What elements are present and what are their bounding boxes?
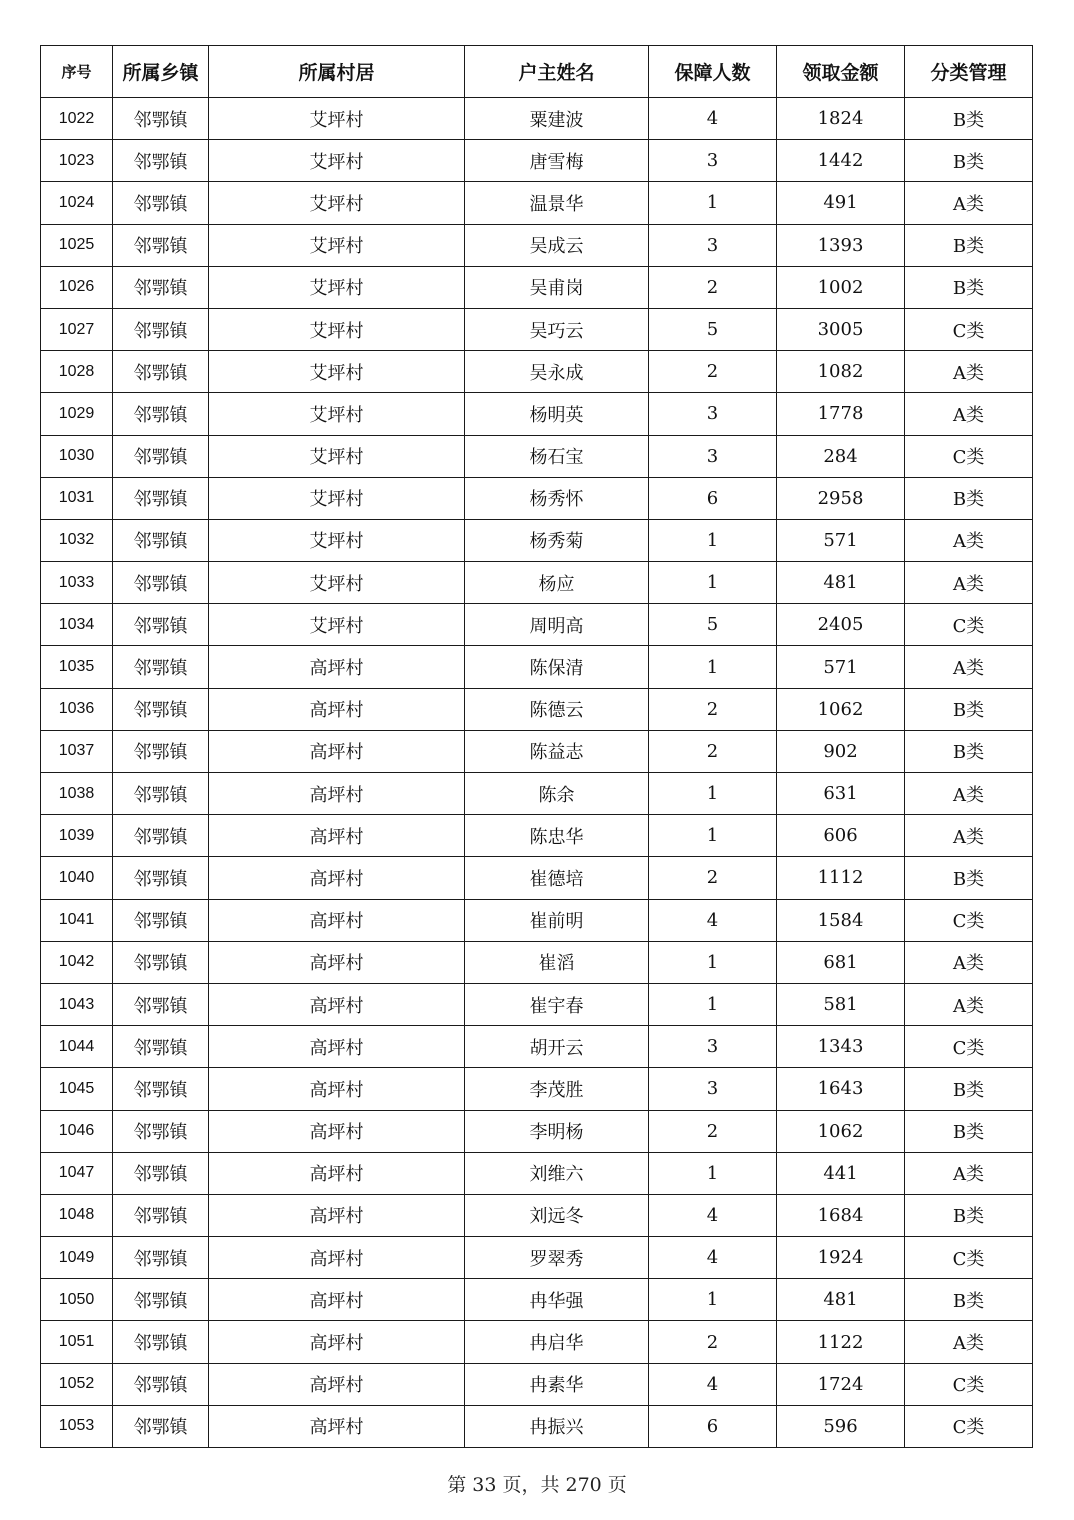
village-cell: 艾坪村	[209, 351, 465, 393]
householder-name-cell: 崔前明	[465, 899, 649, 941]
township-cell: 邻鄂镇	[113, 899, 209, 941]
village-cell: 艾坪村	[209, 393, 465, 435]
category-cell: B类	[905, 1068, 1033, 1110]
category-cell: B类	[905, 688, 1033, 730]
header-amount-received: 领取金额	[777, 46, 905, 98]
category-cell: C类	[905, 604, 1033, 646]
township-cell: 邻鄂镇	[113, 1152, 209, 1194]
serial-number-cell: 1046	[41, 1110, 113, 1152]
serial-number-cell: 1039	[41, 815, 113, 857]
amount-cell: 681	[777, 941, 905, 983]
covered-people-cell: 5	[649, 604, 777, 646]
village-cell: 高坪村	[209, 1363, 465, 1405]
table-row	[41, 815, 1033, 857]
village-cell: 艾坪村	[209, 182, 465, 224]
table-row	[41, 308, 1033, 350]
covered-people-cell: 1	[649, 773, 777, 815]
table-row	[41, 1363, 1033, 1405]
category-cell: B类	[905, 98, 1033, 140]
covered-people-cell: 1	[649, 983, 777, 1025]
householder-name-cell: 粟建波	[465, 98, 649, 140]
covered-people-cell: 6	[649, 477, 777, 519]
village-cell: 艾坪村	[209, 308, 465, 350]
serial-number-cell: 1035	[41, 646, 113, 688]
page-number-footer: 第 33 页，共 270 页	[447, 1474, 627, 1496]
category-cell: A类	[905, 562, 1033, 604]
amount-cell: 1824	[777, 98, 905, 140]
covered-people-cell: 2	[649, 1110, 777, 1152]
serial-number-cell: 1040	[41, 857, 113, 899]
householder-name-cell: 李茂胜	[465, 1068, 649, 1110]
village-cell: 高坪村	[209, 983, 465, 1025]
village-cell: 高坪村	[209, 1405, 465, 1447]
category-cell: B类	[905, 730, 1033, 772]
table-row	[41, 646, 1033, 688]
table-row	[41, 1279, 1033, 1321]
village-cell: 高坪村	[209, 1026, 465, 1068]
township-cell: 邻鄂镇	[113, 688, 209, 730]
township-cell: 邻鄂镇	[113, 266, 209, 308]
table-row	[41, 730, 1033, 772]
amount-cell: 2405	[777, 604, 905, 646]
category-cell: A类	[905, 941, 1033, 983]
township-cell: 邻鄂镇	[113, 477, 209, 519]
amount-cell: 441	[777, 1152, 905, 1194]
township-cell: 邻鄂镇	[113, 730, 209, 772]
covered-people-cell: 3	[649, 224, 777, 266]
householder-name-cell: 陈忠华	[465, 815, 649, 857]
serial-number-cell: 1052	[41, 1363, 113, 1405]
amount-cell: 596	[777, 1405, 905, 1447]
category-cell: A类	[905, 983, 1033, 1025]
householder-name-cell: 崔滔	[465, 941, 649, 983]
covered-people-cell: 2	[649, 1321, 777, 1363]
village-cell: 艾坪村	[209, 477, 465, 519]
township-cell: 邻鄂镇	[113, 941, 209, 983]
serial-number-cell: 1033	[41, 562, 113, 604]
serial-number-cell: 1026	[41, 266, 113, 308]
amount-cell: 1724	[777, 1363, 905, 1405]
table-row	[41, 562, 1033, 604]
amount-cell: 1062	[777, 1110, 905, 1152]
householder-name-cell: 温景华	[465, 182, 649, 224]
village-cell: 艾坪村	[209, 435, 465, 477]
householder-name-cell: 冉华强	[465, 1279, 649, 1321]
amount-cell: 3005	[777, 308, 905, 350]
covered-people-cell: 1	[649, 1152, 777, 1194]
serial-number-cell: 1022	[41, 98, 113, 140]
serial-number-cell: 1048	[41, 1194, 113, 1236]
amount-cell: 606	[777, 815, 905, 857]
township-cell: 邻鄂镇	[113, 1279, 209, 1321]
category-cell: A类	[905, 815, 1033, 857]
serial-number-cell: 1036	[41, 688, 113, 730]
village-cell: 高坪村	[209, 646, 465, 688]
amount-cell: 1684	[777, 1194, 905, 1236]
category-cell: A类	[905, 519, 1033, 561]
householder-name-cell: 杨应	[465, 562, 649, 604]
table-row	[41, 477, 1033, 519]
householder-name-cell: 李明杨	[465, 1110, 649, 1152]
village-cell: 艾坪村	[209, 562, 465, 604]
covered-people-cell: 3	[649, 1026, 777, 1068]
township-cell: 邻鄂镇	[113, 1194, 209, 1236]
serial-number-cell: 1042	[41, 941, 113, 983]
category-cell: C类	[905, 1363, 1033, 1405]
table-row	[41, 1321, 1033, 1363]
householder-name-cell: 罗翠秀	[465, 1237, 649, 1279]
category-cell: C类	[905, 1026, 1033, 1068]
serial-number-cell: 1030	[41, 435, 113, 477]
householder-name-cell: 陈益志	[465, 730, 649, 772]
serial-number-cell: 1031	[41, 477, 113, 519]
table-row	[41, 98, 1033, 140]
serial-number-cell: 1032	[41, 519, 113, 561]
township-cell: 邻鄂镇	[113, 1110, 209, 1152]
village-cell: 艾坪村	[209, 98, 465, 140]
category-cell: B类	[905, 857, 1033, 899]
serial-number-cell: 1037	[41, 730, 113, 772]
covered-people-cell: 1	[649, 1279, 777, 1321]
category-cell: B类	[905, 140, 1033, 182]
data-table-container	[40, 45, 1032, 1448]
householder-name-cell: 胡开云	[465, 1026, 649, 1068]
township-cell: 邻鄂镇	[113, 224, 209, 266]
header-serial-number: 序号	[41, 46, 113, 98]
covered-people-cell: 4	[649, 1237, 777, 1279]
covered-people-cell: 1	[649, 519, 777, 561]
serial-number-cell: 1045	[41, 1068, 113, 1110]
amount-cell: 491	[777, 182, 905, 224]
serial-number-cell: 1053	[41, 1405, 113, 1447]
village-cell: 高坪村	[209, 688, 465, 730]
table-row	[41, 604, 1033, 646]
township-cell: 邻鄂镇	[113, 308, 209, 350]
table-row	[41, 1110, 1033, 1152]
village-cell: 高坪村	[209, 730, 465, 772]
township-cell: 邻鄂镇	[113, 140, 209, 182]
householder-name-cell: 杨秀菊	[465, 519, 649, 561]
householder-name-cell: 吴成云	[465, 224, 649, 266]
village-cell: 高坪村	[209, 1279, 465, 1321]
township-cell: 邻鄂镇	[113, 1363, 209, 1405]
amount-cell: 1924	[777, 1237, 905, 1279]
table-row	[41, 1237, 1033, 1279]
township-cell: 邻鄂镇	[113, 604, 209, 646]
township-cell: 邻鄂镇	[113, 435, 209, 477]
table-row	[41, 688, 1033, 730]
township-cell: 邻鄂镇	[113, 393, 209, 435]
table-row	[41, 1194, 1033, 1236]
category-cell: A类	[905, 182, 1033, 224]
amount-cell: 571	[777, 646, 905, 688]
township-cell: 邻鄂镇	[113, 1237, 209, 1279]
category-cell: C类	[905, 435, 1033, 477]
category-cell: C类	[905, 1405, 1033, 1447]
village-cell: 艾坪村	[209, 604, 465, 646]
category-cell: B类	[905, 477, 1033, 519]
amount-cell: 581	[777, 983, 905, 1025]
amount-cell: 1393	[777, 224, 905, 266]
category-cell: A类	[905, 393, 1033, 435]
village-cell: 高坪村	[209, 899, 465, 941]
covered-people-cell: 3	[649, 435, 777, 477]
category-cell: C类	[905, 899, 1033, 941]
township-cell: 邻鄂镇	[113, 351, 209, 393]
covered-people-cell: 1	[649, 182, 777, 224]
covered-people-cell: 6	[649, 1405, 777, 1447]
table-row	[41, 857, 1033, 899]
serial-number-cell: 1028	[41, 351, 113, 393]
village-cell: 艾坪村	[209, 519, 465, 561]
amount-cell: 1122	[777, 1321, 905, 1363]
serial-number-cell: 1025	[41, 224, 113, 266]
serial-number-cell: 1041	[41, 899, 113, 941]
category-cell: B类	[905, 1194, 1033, 1236]
village-cell: 高坪村	[209, 1110, 465, 1152]
table-row	[41, 224, 1033, 266]
table-header-row	[41, 46, 1033, 98]
township-cell: 邻鄂镇	[113, 1321, 209, 1363]
table-row	[41, 983, 1033, 1025]
table-row	[41, 1405, 1033, 1447]
township-cell: 邻鄂镇	[113, 519, 209, 561]
covered-people-cell: 2	[649, 730, 777, 772]
village-cell: 高坪村	[209, 815, 465, 857]
category-cell: A类	[905, 1152, 1033, 1194]
village-cell: 高坪村	[209, 1068, 465, 1110]
village-cell: 高坪村	[209, 1237, 465, 1279]
table-row	[41, 182, 1033, 224]
householder-name-cell: 杨明英	[465, 393, 649, 435]
amount-cell: 902	[777, 730, 905, 772]
serial-number-cell: 1051	[41, 1321, 113, 1363]
householder-name-cell: 唐雪梅	[465, 140, 649, 182]
township-cell: 邻鄂镇	[113, 182, 209, 224]
table-body	[41, 98, 1033, 1448]
village-cell: 高坪村	[209, 1194, 465, 1236]
covered-people-cell: 2	[649, 688, 777, 730]
covered-people-cell: 5	[649, 308, 777, 350]
householder-name-cell: 崔德培	[465, 857, 649, 899]
householder-name-cell: 吴巧云	[465, 308, 649, 350]
township-cell: 邻鄂镇	[113, 815, 209, 857]
serial-number-cell: 1034	[41, 604, 113, 646]
table-row	[41, 1152, 1033, 1194]
village-cell: 艾坪村	[209, 266, 465, 308]
township-cell: 邻鄂镇	[113, 1405, 209, 1447]
covered-people-cell: 4	[649, 1363, 777, 1405]
category-cell: B类	[905, 266, 1033, 308]
amount-cell: 284	[777, 435, 905, 477]
category-cell: A类	[905, 773, 1033, 815]
category-cell: A类	[905, 646, 1033, 688]
category-cell: B类	[905, 224, 1033, 266]
amount-cell: 1643	[777, 1068, 905, 1110]
covered-people-cell: 1	[649, 646, 777, 688]
covered-people-cell: 3	[649, 1068, 777, 1110]
table-row	[41, 519, 1033, 561]
amount-cell: 1062	[777, 688, 905, 730]
table-row	[41, 941, 1033, 983]
amount-cell: 481	[777, 1279, 905, 1321]
category-cell: A类	[905, 1321, 1033, 1363]
township-cell: 邻鄂镇	[113, 773, 209, 815]
amount-cell: 481	[777, 562, 905, 604]
category-cell: C类	[905, 1237, 1033, 1279]
householder-name-cell: 吴永成	[465, 351, 649, 393]
table-row	[41, 899, 1033, 941]
amount-cell: 631	[777, 773, 905, 815]
table-row	[41, 393, 1033, 435]
householder-name-cell: 冉振兴	[465, 1405, 649, 1447]
header-category: 分类管理	[905, 46, 1033, 98]
category-cell: C类	[905, 308, 1033, 350]
serial-number-cell: 1050	[41, 1279, 113, 1321]
amount-cell: 1778	[777, 393, 905, 435]
table-row	[41, 351, 1033, 393]
amount-cell: 1343	[777, 1026, 905, 1068]
householder-name-cell: 崔宇春	[465, 983, 649, 1025]
village-cell: 高坪村	[209, 773, 465, 815]
householder-name-cell: 陈德云	[465, 688, 649, 730]
amount-cell: 2958	[777, 477, 905, 519]
serial-number-cell: 1043	[41, 983, 113, 1025]
householder-name-cell: 陈保清	[465, 646, 649, 688]
covered-people-cell: 1	[649, 815, 777, 857]
covered-people-cell: 2	[649, 351, 777, 393]
data-table	[40, 45, 1033, 1448]
householder-name-cell: 杨石宝	[465, 435, 649, 477]
covered-people-cell: 2	[649, 266, 777, 308]
table-row	[41, 1026, 1033, 1068]
village-cell: 高坪村	[209, 1321, 465, 1363]
township-cell: 邻鄂镇	[113, 98, 209, 140]
township-cell: 邻鄂镇	[113, 562, 209, 604]
category-cell: A类	[905, 351, 1033, 393]
amount-cell: 1082	[777, 351, 905, 393]
category-cell: B类	[905, 1279, 1033, 1321]
township-cell: 邻鄂镇	[113, 1068, 209, 1110]
householder-name-cell: 陈余	[465, 773, 649, 815]
amount-cell: 1584	[777, 899, 905, 941]
serial-number-cell: 1024	[41, 182, 113, 224]
header-covered-people: 保障人数	[649, 46, 777, 98]
householder-name-cell: 冉素华	[465, 1363, 649, 1405]
village-cell: 高坪村	[209, 1152, 465, 1194]
amount-cell: 1112	[777, 857, 905, 899]
village-cell: 高坪村	[209, 941, 465, 983]
covered-people-cell: 4	[649, 1194, 777, 1236]
covered-people-cell: 3	[649, 393, 777, 435]
township-cell: 邻鄂镇	[113, 983, 209, 1025]
serial-number-cell: 1029	[41, 393, 113, 435]
covered-people-cell: 4	[649, 98, 777, 140]
serial-number-cell: 1038	[41, 773, 113, 815]
village-cell: 艾坪村	[209, 224, 465, 266]
amount-cell: 1002	[777, 266, 905, 308]
serial-number-cell: 1049	[41, 1237, 113, 1279]
serial-number-cell: 1027	[41, 308, 113, 350]
village-cell: 艾坪村	[209, 140, 465, 182]
table-row	[41, 266, 1033, 308]
householder-name-cell: 杨秀怀	[465, 477, 649, 519]
householder-name-cell: 冉启华	[465, 1321, 649, 1363]
amount-cell: 1442	[777, 140, 905, 182]
township-cell: 邻鄂镇	[113, 857, 209, 899]
serial-number-cell: 1023	[41, 140, 113, 182]
covered-people-cell: 2	[649, 857, 777, 899]
header-householder-name: 户主姓名	[465, 46, 649, 98]
table-row	[41, 1068, 1033, 1110]
householder-name-cell: 刘远冬	[465, 1194, 649, 1236]
table-row	[41, 140, 1033, 182]
covered-people-cell: 4	[649, 899, 777, 941]
serial-number-cell: 1047	[41, 1152, 113, 1194]
householder-name-cell: 周明高	[465, 604, 649, 646]
header-village: 所属村居	[209, 46, 465, 98]
village-cell: 高坪村	[209, 857, 465, 899]
householder-name-cell: 刘维六	[465, 1152, 649, 1194]
table-row	[41, 435, 1033, 477]
table-row	[41, 773, 1033, 815]
amount-cell: 571	[777, 519, 905, 561]
covered-people-cell: 1	[649, 562, 777, 604]
category-cell: B类	[905, 1110, 1033, 1152]
covered-people-cell: 3	[649, 140, 777, 182]
township-cell: 邻鄂镇	[113, 1026, 209, 1068]
covered-people-cell: 1	[649, 941, 777, 983]
householder-name-cell: 吴甫岗	[465, 266, 649, 308]
serial-number-cell: 1044	[41, 1026, 113, 1068]
header-township: 所属乡镇	[113, 46, 209, 98]
township-cell: 邻鄂镇	[113, 646, 209, 688]
